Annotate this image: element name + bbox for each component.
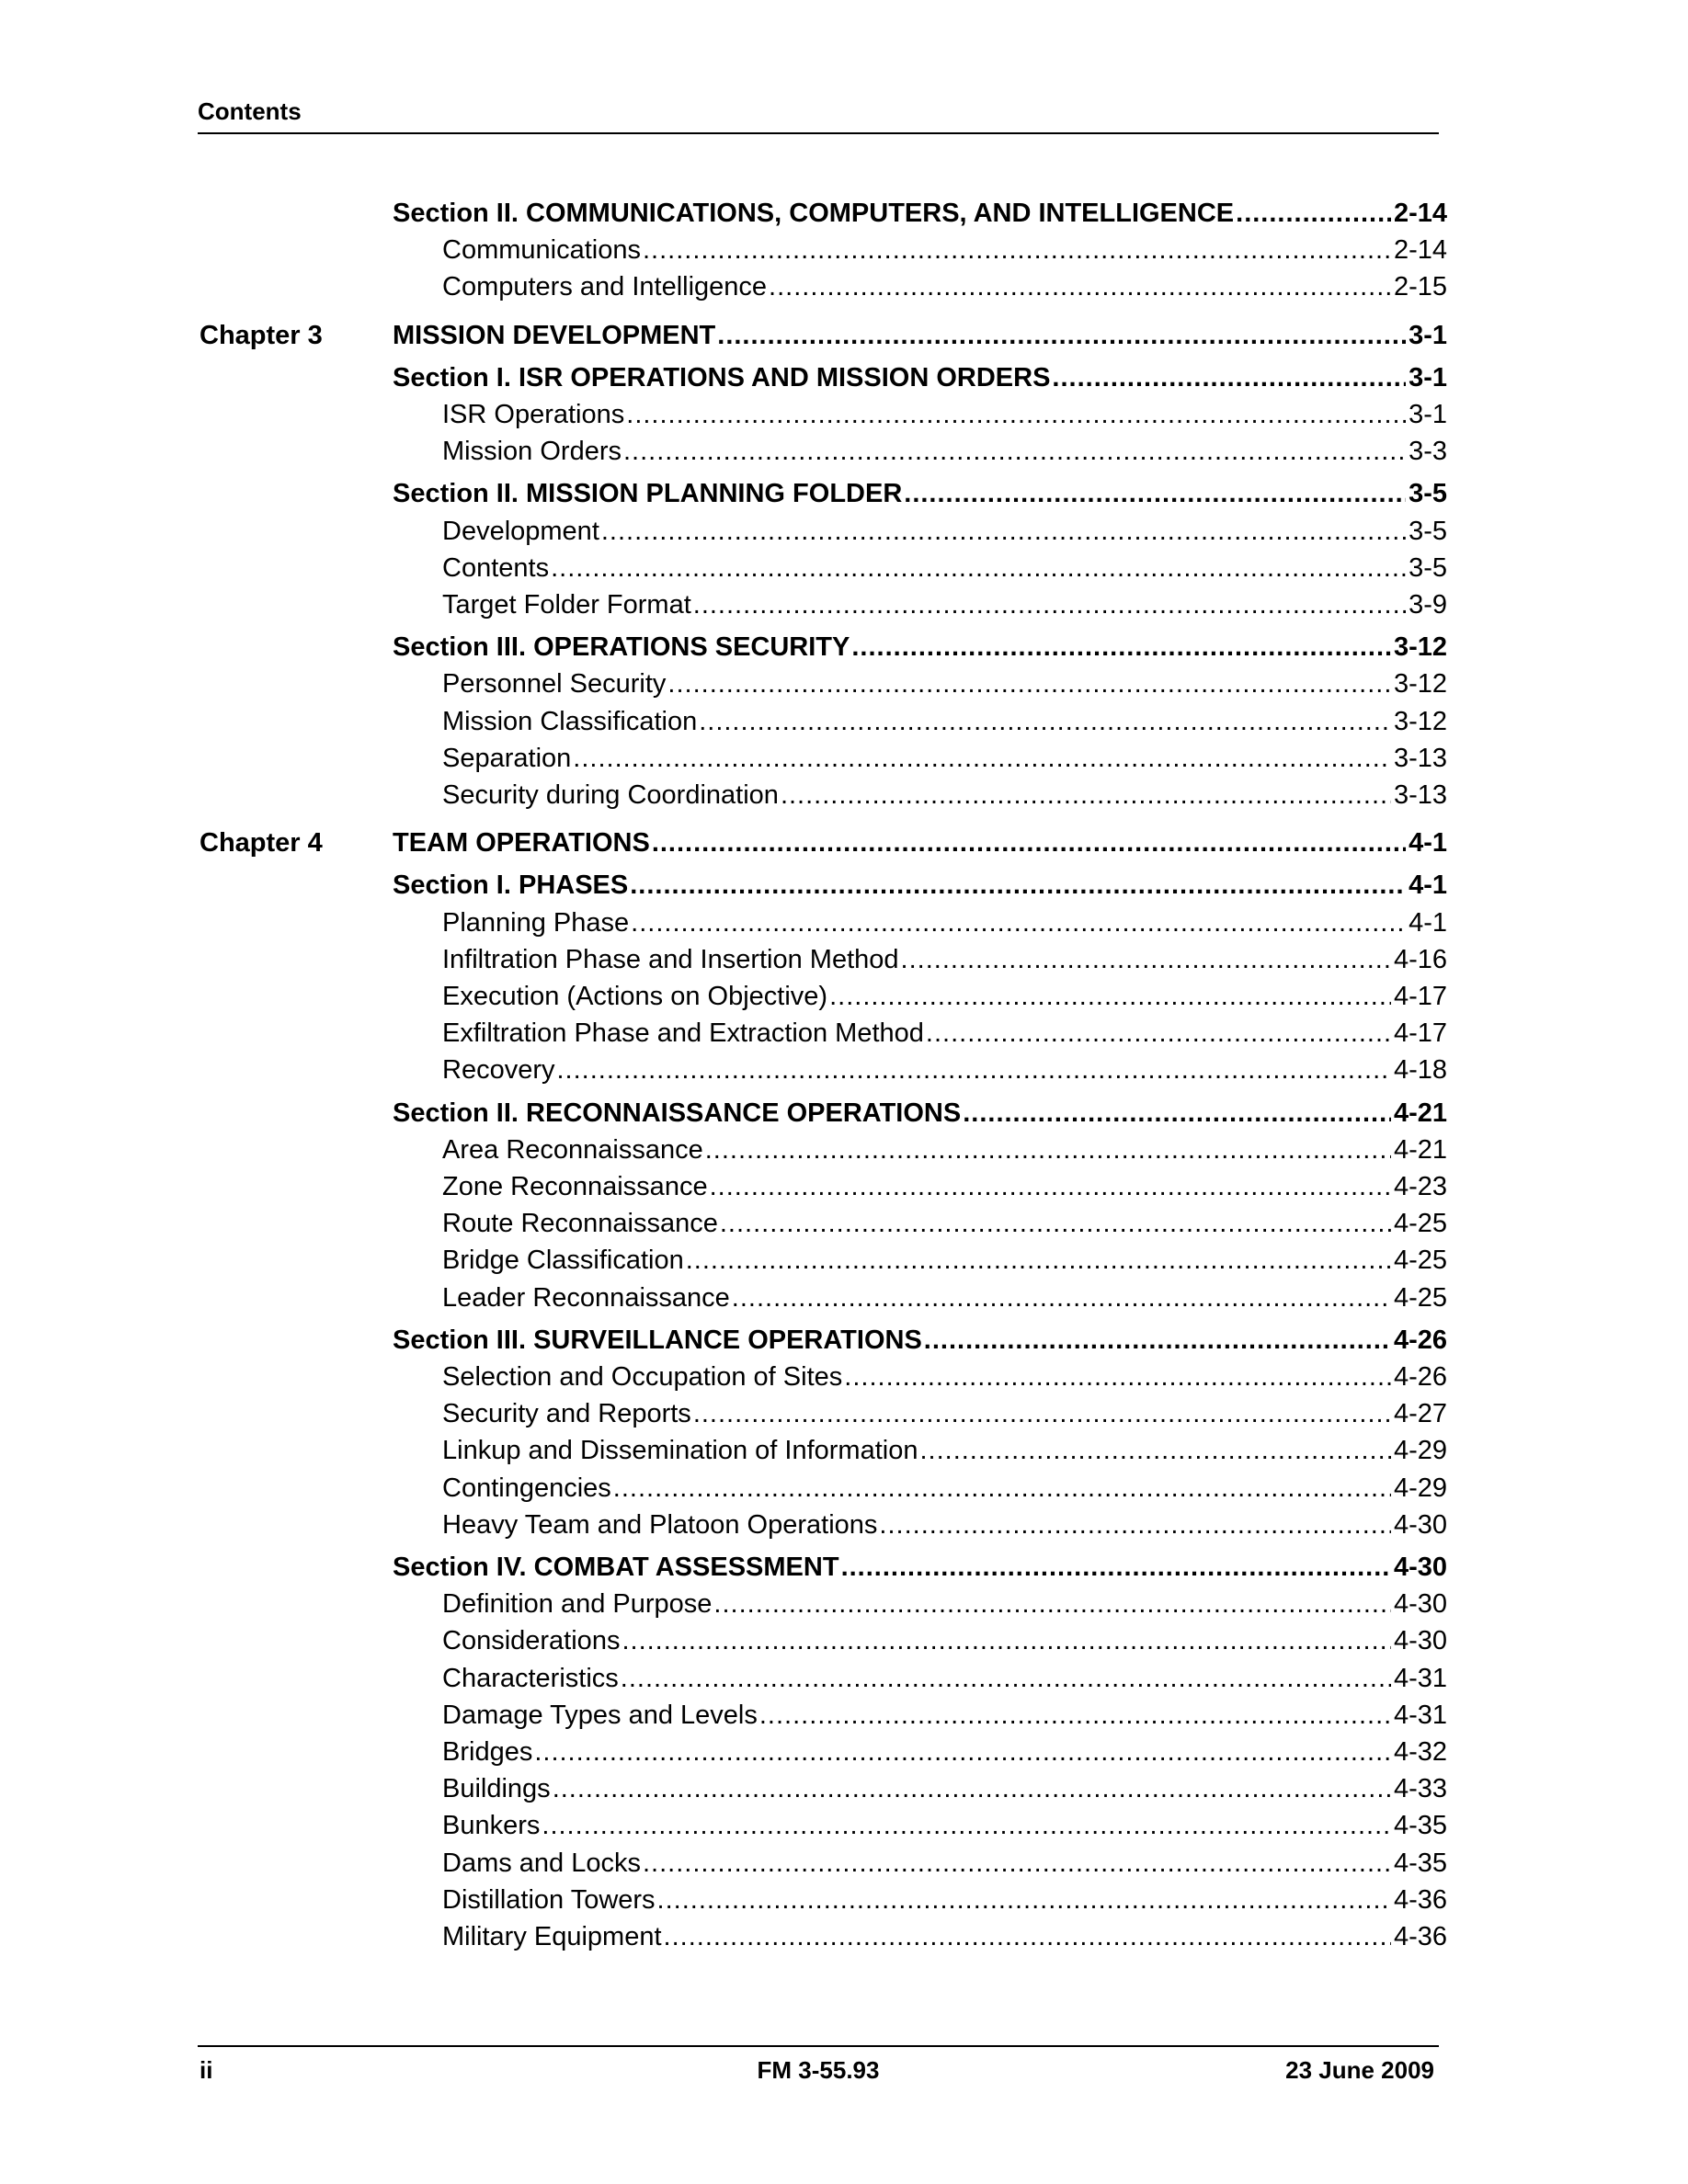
toc-entry-title: Bunkers (442, 1811, 541, 1840)
toc-entry-title: Distillation Towers (442, 1885, 656, 1915)
toc-entry-title: Heavy Team and Platoon Operations (442, 1510, 878, 1540)
toc-page-number: 4-17 (1393, 1018, 1447, 1048)
toc-page-number: 3-3 (1409, 437, 1447, 466)
toc-page-number: 4-32 (1393, 1737, 1447, 1767)
dot-leader (841, 1550, 1391, 1585)
toc-item (0, 905, 1688, 940)
toc-entry-title: Execution (Actions on Objective) (442, 982, 828, 1011)
toc-entry-line (442, 1132, 1447, 1167)
dot-leader (693, 587, 1406, 622)
toc-entry-title: Section I. ISR OPERATIONS AND MISSION ORDERS (393, 363, 1051, 392)
toc-entry-title: Section III. SURVEILLANCE OPERATIONS (393, 1325, 922, 1355)
dot-leader (542, 1808, 1391, 1843)
toc-entry-line (442, 1661, 1447, 1696)
toc-entry-title: ISR Operations (442, 400, 625, 429)
toc-page-number: 3-5 (1409, 553, 1447, 583)
toc-page-number: 3-1 (1409, 400, 1447, 429)
toc-page-number: 4-18 (1393, 1055, 1447, 1085)
dot-leader (553, 1771, 1391, 1806)
toc-entry-line (442, 1169, 1447, 1204)
toc-entry-title: Dams and Locks (442, 1848, 641, 1878)
toc-section (0, 1096, 1688, 1131)
toc-item (0, 397, 1688, 432)
dot-leader (769, 269, 1391, 304)
toc-entry-title: Section III. OPERATIONS SECURITY (393, 632, 850, 662)
toc-entry-line (442, 905, 1447, 940)
toc-entry-line (393, 825, 1447, 860)
toc-page-number: 3-9 (1409, 590, 1447, 620)
toc-item (0, 1735, 1688, 1769)
toc-entry-line (442, 1243, 1447, 1278)
dot-leader (963, 1096, 1391, 1131)
toc-item (0, 1771, 1688, 1806)
toc-entry-title: Planning Phase (442, 908, 630, 938)
toc-entry-line (393, 196, 1447, 231)
toc-entry-line (442, 1883, 1447, 1917)
dot-leader (652, 825, 1406, 860)
toc-page-number: 4-31 (1393, 1701, 1447, 1730)
toc-section (0, 1323, 1688, 1358)
toc-entry-line (393, 1550, 1447, 1585)
toc-item (0, 1661, 1688, 1696)
dot-leader (601, 514, 1406, 549)
toc-entry-line (442, 1698, 1447, 1733)
toc-page-number: 4-29 (1393, 1473, 1447, 1503)
toc-entry-line (442, 1280, 1447, 1315)
toc-entry-line (442, 587, 1447, 622)
page-footer (198, 2045, 1439, 2084)
toc-item (0, 666, 1688, 701)
toc-entry-line (393, 868, 1447, 903)
toc-entry-title: Buildings (442, 1774, 551, 1803)
dot-leader (551, 551, 1406, 586)
toc-entry-title: Separation (442, 744, 572, 773)
chapter-label: Chapter 3 (200, 321, 323, 350)
dot-leader (829, 979, 1391, 1014)
toc-entry-line (442, 1206, 1447, 1241)
dot-leader (573, 741, 1391, 776)
dot-leader (693, 1396, 1391, 1431)
toc-page-number: 4-35 (1393, 1811, 1447, 1840)
toc-entry-title: Contingencies (442, 1473, 611, 1503)
dot-leader (710, 1169, 1391, 1204)
toc-entry-line (393, 360, 1447, 395)
dot-leader (879, 1507, 1391, 1542)
toc-item (0, 1359, 1688, 1394)
toc-item (0, 942, 1688, 977)
dot-leader (720, 1206, 1391, 1241)
dot-leader (631, 905, 1406, 940)
toc-item (0, 1433, 1688, 1468)
toc-item (0, 1396, 1688, 1431)
toc-entry-title: Section I. PHASES (393, 870, 629, 900)
toc-page-number: 3-12 (1393, 707, 1447, 736)
toc-entry-title: Section II. COMMUNICATIONS, COMPUTERS, AND INTELLIGENCE (393, 199, 1235, 228)
toc-item (0, 434, 1688, 469)
dot-leader (781, 778, 1391, 813)
toc-page-number: 4-26 (1393, 1325, 1447, 1355)
toc-section (0, 868, 1688, 903)
toc-page-number: 4-30 (1393, 1510, 1447, 1540)
toc-entry-line (442, 1735, 1447, 1769)
toc-entry-line (442, 397, 1447, 432)
toc-item (0, 741, 1688, 776)
toc-page-number: 4-30 (1393, 1626, 1447, 1655)
dot-leader (664, 1919, 1391, 1954)
toc-page-number: 3-5 (1409, 517, 1447, 546)
toc-entry-line (442, 1052, 1447, 1087)
toc-item (0, 1919, 1688, 1954)
dot-leader (534, 1735, 1391, 1769)
toc-item (0, 1808, 1688, 1843)
toc-entry-title: Area Reconnaissance (442, 1135, 703, 1165)
toc-item (0, 1280, 1688, 1315)
toc-entry-line (442, 514, 1447, 549)
toc-page-number: 4-1 (1409, 870, 1447, 900)
toc-entry-title: Personnel Security (442, 669, 667, 699)
dot-leader (667, 666, 1391, 701)
toc-item (0, 1052, 1688, 1087)
toc-item (0, 1587, 1688, 1621)
dot-leader (643, 233, 1391, 267)
toc-entry-title: Recovery (442, 1055, 555, 1085)
toc-entry-line (442, 1587, 1447, 1621)
toc-entry-title: Infiltration Phase and Insertion Method (442, 945, 899, 974)
dot-leader (623, 434, 1406, 469)
toc-entry-title: Mission Classification (442, 707, 698, 736)
toc-item (0, 1206, 1688, 1241)
toc-entry-line (442, 704, 1447, 739)
toc-entry-title: MISSION DEVELOPMENT (393, 321, 716, 350)
toc-entry-title: Section II. RECONNAISSANCE OPERATIONS (393, 1098, 962, 1128)
toc-page-number: 3-5 (1409, 479, 1447, 508)
toc-entry-line (442, 741, 1447, 776)
dot-leader (1236, 196, 1391, 231)
toc-entry-line (393, 476, 1447, 511)
dot-leader (1052, 360, 1406, 395)
toc-page-number: 4-23 (1393, 1172, 1447, 1201)
toc-item (0, 551, 1688, 586)
toc-entry-title: Target Folder Format (442, 590, 691, 620)
toc-page-number: 4-31 (1393, 1664, 1447, 1693)
toc-section (0, 360, 1688, 395)
toc-entry-title: Linkup and Dissemination of Information (442, 1436, 918, 1465)
toc-page-number: 4-33 (1393, 1774, 1447, 1803)
toc-entry-line (442, 1846, 1447, 1881)
toc-entry-line (393, 318, 1447, 353)
toc-entry-line (442, 666, 1447, 701)
toc-page-number: 3-1 (1409, 363, 1447, 392)
dot-leader (622, 1623, 1391, 1658)
dot-leader (630, 868, 1406, 903)
dot-leader (557, 1052, 1391, 1087)
toc-item (0, 1883, 1688, 1917)
toc-entry-title: Section II. MISSION PLANNING FOLDER (393, 479, 903, 508)
toc-item (0, 1846, 1688, 1881)
toc-entry-title: TEAM OPERATIONS (393, 828, 650, 858)
dot-leader (717, 318, 1406, 353)
toc-page-number: 4-29 (1393, 1436, 1447, 1465)
dot-leader (759, 1698, 1391, 1733)
toc-page-number: 4-1 (1409, 828, 1447, 858)
toc-entry-title: Security and Reports (442, 1399, 691, 1428)
toc-page-number: 3-12 (1393, 669, 1447, 699)
toc-entry-line (393, 1096, 1447, 1131)
toc-entry-line (442, 1808, 1447, 1843)
toc-item (0, 1243, 1688, 1278)
toc-entry-line (442, 269, 1447, 304)
toc-page-number: 4-25 (1393, 1283, 1447, 1313)
toc-page-number: 3-13 (1393, 780, 1447, 810)
dot-leader (851, 630, 1391, 665)
toc-page-number: 4-17 (1393, 982, 1447, 1011)
toc-item (0, 979, 1688, 1014)
toc-item (0, 704, 1688, 739)
toc-item (0, 1507, 1688, 1542)
toc-page-number: 2-15 (1393, 272, 1447, 301)
toc-page-number: 4-21 (1393, 1098, 1447, 1128)
toc-entry-line (442, 778, 1447, 813)
toc-item (0, 587, 1688, 622)
toc-page-number: 4-35 (1393, 1848, 1447, 1878)
toc-entry-title: Security during Coordination (442, 780, 779, 810)
toc-item (0, 1471, 1688, 1506)
toc-entry-title: Bridge Classification (442, 1246, 684, 1275)
toc-entry-line (442, 1771, 1447, 1806)
toc-entry-line (442, 1507, 1447, 1542)
toc-section (0, 1550, 1688, 1585)
toc-item (0, 1132, 1688, 1167)
dot-leader (844, 1359, 1391, 1394)
toc-item (0, 269, 1688, 304)
toc-page-number: 4-25 (1393, 1246, 1447, 1275)
dot-leader (686, 1243, 1391, 1278)
toc-entry-title: Mission Orders (442, 437, 622, 466)
toc-section (0, 196, 1688, 231)
dot-leader (901, 942, 1391, 977)
toc-entry-title: Definition and Purpose (442, 1589, 713, 1619)
dot-leader (657, 1883, 1391, 1917)
toc-entry-line (442, 1016, 1447, 1051)
toc-entry-title: Damage Types and Levels (442, 1701, 758, 1730)
toc-page-number: 3-13 (1393, 744, 1447, 773)
toc-item (0, 233, 1688, 267)
dot-leader (926, 1016, 1391, 1051)
toc-page-number: 2-14 (1393, 199, 1447, 228)
dot-leader (732, 1280, 1391, 1315)
toc-page-number: 4-16 (1393, 945, 1447, 974)
toc-chapter (0, 825, 1688, 860)
toc-page-number: 4-26 (1393, 1362, 1447, 1392)
toc-entry-line (442, 942, 1447, 977)
toc-page-number: 4-30 (1393, 1553, 1447, 1582)
toc-page-number: 4-21 (1393, 1135, 1447, 1165)
toc-entry-title: Considerations (442, 1626, 621, 1655)
toc-entry-line (442, 233, 1447, 267)
toc-entry-line (442, 1359, 1447, 1394)
toc-item (0, 514, 1688, 549)
toc-entry-title: Route Reconnaissance (442, 1209, 718, 1238)
dot-leader (613, 1471, 1391, 1506)
toc-entry-line (442, 1471, 1447, 1506)
toc-page-number: 4-36 (1393, 1885, 1447, 1915)
toc-item (0, 1016, 1688, 1051)
toc-entry-title: Contents (442, 553, 550, 583)
toc-entry-title: Communications (442, 235, 641, 265)
header-title: Contents (198, 97, 302, 125)
toc-page-number: 4-1 (1409, 908, 1447, 938)
dot-leader (904, 476, 1406, 511)
toc-item (0, 1623, 1688, 1658)
toc-entry-line (393, 1323, 1447, 1358)
toc-section (0, 476, 1688, 511)
toc-entry-line (442, 1396, 1447, 1431)
toc-entry-title: Selection and Occupation of Sites (442, 1362, 843, 1392)
toc-entry-title: Leader Reconnaissance (442, 1283, 730, 1313)
toc-entry-title: Exfiltration Phase and Extraction Method (442, 1018, 924, 1048)
toc-item (0, 1169, 1688, 1204)
dot-leader (699, 704, 1391, 739)
toc-item (0, 778, 1688, 813)
toc-entry-title: Characteristics (442, 1664, 619, 1693)
dot-leader (621, 1661, 1391, 1696)
toc-entry-title: Development (442, 517, 599, 546)
footer-date: 23 June 2009 (1285, 2056, 1434, 2084)
toc-chapter (0, 318, 1688, 353)
toc-page-number: 3-1 (1409, 321, 1447, 350)
toc-entry-title: Section IV. COMBAT ASSESSMENT (393, 1553, 839, 1582)
toc-page-number: 4-36 (1393, 1922, 1447, 1951)
toc-entry-line (442, 1919, 1447, 1954)
toc-item (0, 1698, 1688, 1733)
toc-entry-line (442, 1623, 1447, 1658)
dot-leader (924, 1323, 1391, 1358)
toc-entry-line (442, 434, 1447, 469)
dot-leader (713, 1587, 1391, 1621)
dot-leader (919, 1433, 1390, 1468)
toc-entry-title: Zone Reconnaissance (442, 1172, 708, 1201)
chapter-label: Chapter 4 (200, 828, 323, 858)
toc-entry-line (393, 630, 1447, 665)
toc-page-number: 4-30 (1393, 1589, 1447, 1619)
toc-page-number: 3-12 (1393, 632, 1447, 662)
toc-entry-title: Military Equipment (442, 1922, 662, 1951)
toc-page-number: 4-27 (1393, 1399, 1447, 1428)
toc-entry-title: Bridges (442, 1737, 533, 1767)
toc-entry-line (442, 979, 1447, 1014)
toc-entry-line (442, 551, 1447, 586)
toc-entry-line (442, 1433, 1447, 1468)
toc-section (0, 630, 1688, 665)
dot-leader (705, 1132, 1391, 1167)
dot-leader (643, 1846, 1391, 1881)
dot-leader (626, 397, 1406, 432)
footer-page-number: ii (200, 2056, 213, 2084)
toc-entry-title: Computers and Intelligence (442, 272, 768, 301)
footer-document-id: FM 3-55.93 (757, 2056, 880, 2084)
toc-page-number: 2-14 (1393, 235, 1447, 265)
toc-page-number: 4-25 (1393, 1209, 1447, 1238)
